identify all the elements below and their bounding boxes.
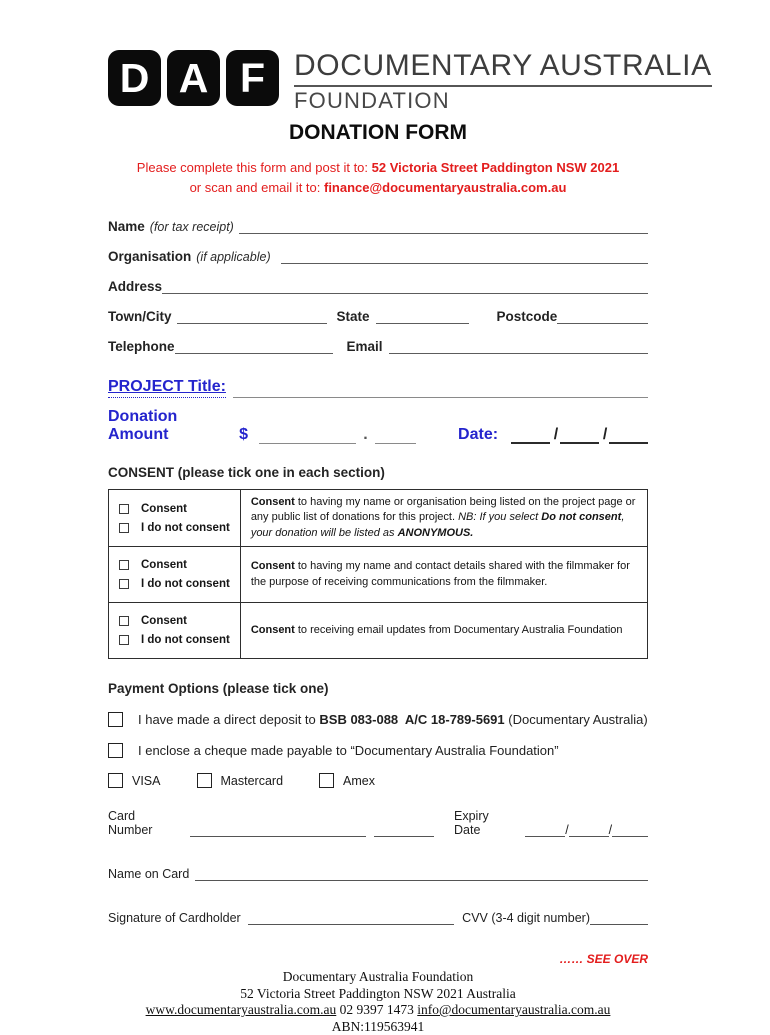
consent-heading: CONSENT (please tick one in each section) — [108, 464, 385, 480]
telephone-email-row — [108, 335, 648, 354]
state-label: State — [336, 308, 370, 324]
currency-symbol: $ — [239, 425, 249, 443]
consent-table — [108, 489, 648, 659]
footer — [108, 969, 648, 1035]
footer-website-link[interactable]: www.documentaryaustralia.com.au — [145, 1002, 337, 1018]
brand-divider — [294, 85, 712, 87]
logo-letter-a: A — [167, 50, 220, 106]
footer-abn: ABN:119563941 — [331, 1018, 425, 1034]
organisation-label: Organisation — [108, 248, 192, 264]
project-title-input-line[interactable] — [233, 386, 648, 398]
deposit-text: I have made a direct deposit to — [138, 712, 320, 728]
instruction-line-1 — [108, 158, 648, 178]
instruction-1-text: Please complete this form and post it to: — [136, 159, 372, 175]
consent-row3-no-consent-option — [119, 634, 230, 646]
consent-row2-no-consent-option — [119, 578, 230, 590]
date-slash-1: / — [553, 425, 559, 443]
consent-row1-consent-option — [119, 503, 230, 515]
deposit-account-details: BSB 083-088 A/C 18-789-5691 — [319, 712, 505, 728]
cheque-label: I enclose a cheque made payable to “Documentary Australia Foundation” — [138, 743, 559, 759]
cheque-option — [108, 743, 648, 758]
header — [108, 49, 712, 113]
card-type-options — [108, 773, 648, 788]
consent-row2-consent-checkbox[interactable] — [119, 560, 129, 570]
brand-name: DOCUMENTARY AUSTRALIA — [294, 49, 712, 82]
email-input-line[interactable] — [389, 342, 648, 354]
name-row — [108, 215, 648, 234]
amount-cents-input-line[interactable] — [375, 432, 416, 444]
consent-row3-options — [109, 603, 241, 659]
finance-email: finance@documentaryaustralia.com.au — [323, 179, 567, 195]
expiry-input-line-1[interactable] — [525, 825, 565, 837]
donor-details — [108, 215, 648, 354]
consent-row2-description — [240, 547, 647, 603]
address-label: Address — [108, 278, 163, 294]
expiry-date-label: Expiry Date — [454, 809, 489, 838]
expiry-input-line-2[interactable] — [569, 825, 609, 837]
instruction-line-2 — [108, 178, 648, 198]
signature-row — [108, 908, 648, 925]
instruction-2-text: or scan and email it to: — [189, 179, 324, 195]
consent-row2-consent-option — [119, 559, 230, 571]
card-number-input-line-1[interactable] — [190, 825, 366, 837]
consent-row2-lead: Consent — [250, 560, 295, 573]
consent-row3-description — [240, 603, 647, 659]
amex-label: Amex — [343, 773, 375, 788]
consent-row3-no-consent-label: I do not consent — [141, 634, 230, 647]
card-number-input-line-2[interactable] — [374, 825, 434, 837]
consent-row1-description — [240, 489, 647, 546]
payment-options — [108, 681, 648, 788]
state-input-line[interactable] — [376, 312, 469, 324]
consent-row2-no-consent-label: I do not consent — [141, 578, 230, 591]
consent-row2-body: to having my name and contact details shared with the filmmaker for the purpose of receiving communications from the filmmaker. — [250, 560, 630, 588]
consent-row3-consent-label: Consent — [141, 615, 187, 628]
amex-option — [319, 773, 375, 788]
visa-option — [108, 773, 161, 788]
consent-row2-do-not-consent-checkbox[interactable] — [119, 579, 129, 589]
footer-email-link[interactable]: info@documentaryaustralia.com.au — [417, 1002, 611, 1018]
brand-text — [294, 50, 712, 112]
consent-row1-nb-bold2: ANONYMOUS. — [397, 526, 474, 539]
postcode-label: Postcode — [496, 308, 558, 324]
footer-phone: 02 9397 1473 — [339, 1002, 414, 1018]
telephone-label: Telephone — [108, 338, 175, 354]
consent-row1-options — [109, 489, 241, 546]
card-details — [108, 809, 648, 926]
email-label: Email — [346, 338, 383, 354]
expiry-input-line-3[interactable] — [612, 825, 648, 837]
consent-row2-consent-label: Consent — [141, 559, 187, 572]
name-input-line[interactable] — [239, 222, 648, 234]
cvv-label: CVV (3-4 digit number) — [462, 911, 590, 926]
consent-row-email-updates — [109, 603, 648, 659]
name-on-card-row — [108, 864, 648, 881]
amex-checkbox[interactable] — [319, 773, 334, 788]
brand-subtitle: FOUNDATION — [294, 87, 450, 113]
daf-logo — [108, 50, 285, 106]
amount-dollars-input-line[interactable] — [259, 432, 356, 444]
consent-row3-consent-checkbox[interactable] — [119, 616, 129, 626]
organisation-row — [108, 245, 648, 264]
consent-row-listing — [109, 489, 648, 546]
date-day-input-line[interactable] — [511, 432, 550, 444]
card-number-label: Card Number — [108, 809, 153, 838]
mastercard-label: Mastercard — [220, 773, 284, 788]
address-input-line[interactable] — [162, 282, 648, 294]
consent-row1-nb-bold1: Do not consent — [541, 511, 622, 524]
logo-letter-f: F — [226, 50, 279, 106]
consent-row1-nb1: NB: If you select — [458, 511, 542, 524]
consent-row1-no-consent-label: I do not consent — [141, 521, 230, 534]
signature-input-line[interactable] — [248, 913, 454, 925]
address-row — [108, 275, 648, 294]
consent-row1-consent-checkbox[interactable] — [119, 504, 129, 514]
visa-checkbox[interactable] — [108, 773, 123, 788]
direct-deposit-option — [108, 712, 648, 727]
date-label: Date: — [458, 425, 499, 443]
consent-row3-lead: Consent — [250, 623, 295, 636]
logo-letter-d: D — [108, 50, 161, 106]
organisation-hint: (if applicable) — [196, 249, 271, 264]
signature-label: Signature of Cardholder — [108, 911, 241, 926]
decimal-separator: . — [363, 425, 368, 443]
donation-amount-label: Donation Amount — [108, 407, 178, 443]
name-label: Name — [108, 218, 145, 234]
direct-deposit-checkbox[interactable] — [108, 712, 123, 727]
mailing-instructions — [108, 158, 648, 198]
direct-deposit-label — [138, 712, 648, 727]
see-over-note: …… SEE OVER — [559, 952, 648, 967]
mastercard-checkbox[interactable] — [197, 773, 212, 788]
organisation-input-line[interactable] — [281, 252, 648, 264]
cvv-input-line[interactable] — [590, 913, 648, 925]
payment-heading: Payment Options (please tick one) — [108, 681, 329, 697]
name-on-card-input-line[interactable] — [195, 869, 648, 881]
consent-row1-consent-label: Consent — [141, 502, 187, 515]
expiry-slash-1: / — [565, 823, 569, 838]
consent-row1-lead: Consent — [250, 495, 295, 508]
date-slash-2: / — [602, 425, 608, 443]
page-title: DONATION FORM — [288, 120, 468, 144]
postcode-input-line[interactable] — [557, 312, 648, 324]
date-month-input-line[interactable] — [560, 432, 599, 444]
expiry-slash-2: / — [608, 823, 613, 838]
name-hint: (for tax receipt) — [149, 219, 234, 234]
footer-org-name: Documentary Australia Foundation — [282, 969, 474, 985]
consent-row1-do-not-consent-checkbox[interactable] — [119, 523, 129, 533]
town-state-postcode-row — [108, 305, 648, 324]
mastercard-option — [197, 773, 284, 788]
donation-amount-row — [108, 407, 648, 444]
consent-row1-no-consent-option — [119, 522, 230, 534]
name-on-card-label: Name on Card — [108, 867, 190, 882]
consent-row3-consent-option — [119, 615, 230, 627]
footer-contact-line — [108, 1002, 648, 1035]
cheque-checkbox[interactable] — [108, 743, 123, 758]
project-title-row — [108, 375, 648, 398]
date-year-input-line[interactable] — [609, 432, 648, 444]
mailing-address: 52 Victoria Street Paddington NSW 2021 — [371, 159, 620, 175]
consent-row3-do-not-consent-checkbox[interactable] — [119, 635, 129, 645]
town-city-label: Town/City — [108, 308, 172, 324]
consent-row3-body: to receiving email updates from Documentary Australia Foundation — [294, 623, 623, 636]
visa-label: VISA — [132, 773, 161, 788]
project-title-label: PROJECT Title: — [108, 378, 226, 398]
consent-row-filmmaker — [109, 547, 648, 603]
consent-row2-options — [109, 547, 241, 603]
consent-row1-nb2: , your donation will be listed as — [250, 511, 625, 539]
card-number-row — [108, 809, 648, 838]
telephone-input-line[interactable] — [175, 342, 333, 354]
deposit-suffix: (Documentary Australia) — [504, 712, 648, 728]
consent-row1-body: to having my name or organisation being listed on the project page or any public list of donations for this project. — [250, 495, 636, 524]
town-city-input-line[interactable] — [177, 312, 327, 324]
footer-address: 52 Victoria Street Paddington NSW 2021 Australia — [240, 985, 516, 1001]
form-content — [108, 0, 712, 1035]
